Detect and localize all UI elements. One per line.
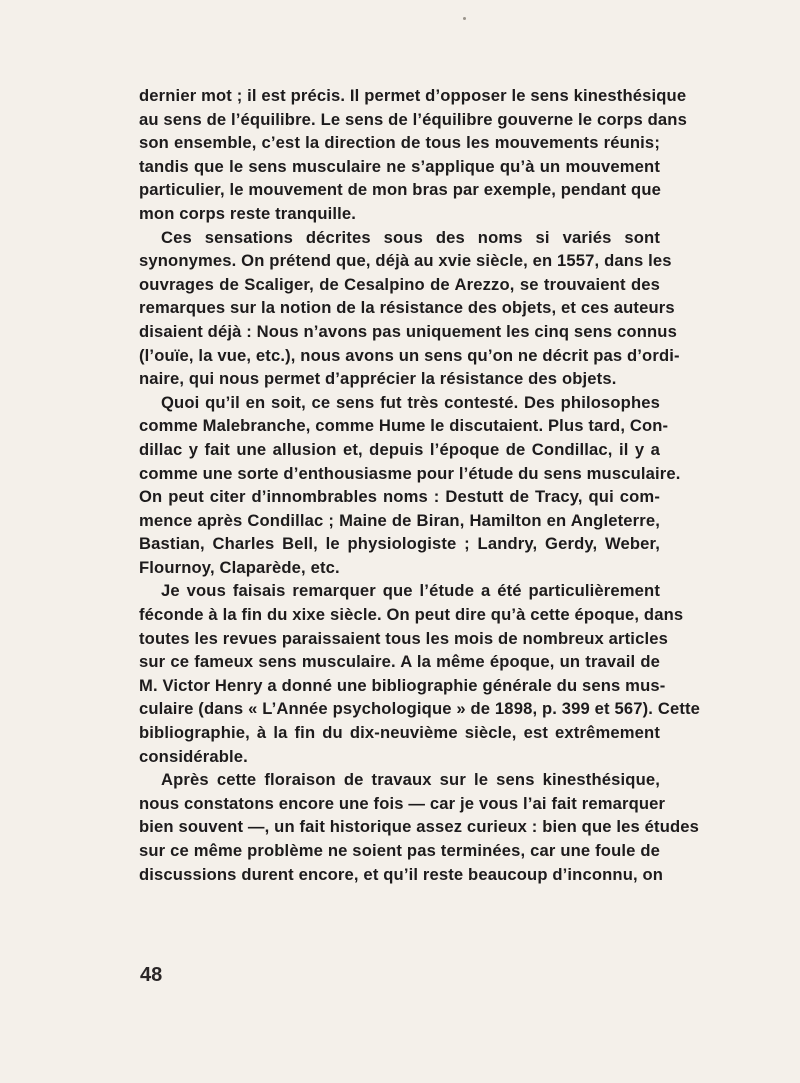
text-line: Après cette floraison de travaux sur le sens kinesthésique,: [161, 770, 660, 790]
text-line: culaire (dans « L’Année psychologique » de 1898, p. 399 et 567). Cette: [139, 699, 701, 719]
text-line: (l’ouïe, la vue, etc.), nous avons un sens qu’on ne décrit pas d’ordi-: [139, 345, 680, 365]
text-line: bibliographie, à la fin du dix-neuvième siècle, est extrêmement: [139, 723, 660, 743]
text-line: nous constatons encore une fois — car je vous l’ai fait remarquer: [139, 793, 666, 813]
text-line: dillac y fait une allusion et, depuis l’époque de Condillac, il y a: [139, 439, 660, 459]
text-line: son ensemble, c’est la direction de tous les mouvements réunis;: [139, 133, 660, 153]
text-line: remarques sur la notion de la résistance des objets, et ces auteurs: [139, 298, 675, 318]
text-line: synonymes. On prétend que, déjà au xvie siècle, en 1557, dans les: [139, 251, 672, 271]
paper-speck: [463, 17, 466, 20]
text-line: mence après Condillac ; Maine de Biran, Hamilton en Angleterre,: [139, 510, 660, 530]
text-line: Je vous faisais remarquer que l’étude a été particulièrement: [161, 581, 660, 601]
text-line: M. Victor Henry a donné une bibliographie générale du sens mus-: [139, 675, 666, 695]
text-line: particulier, le mouvement de mon bras par exemple, pendant que: [139, 180, 662, 200]
text-line: toutes les revues paraissaient tous les mois de nombreux articles: [139, 628, 668, 648]
text-line: Flournoy, Claparède, etc.: [139, 557, 340, 577]
text-line: considérable.: [139, 746, 248, 766]
text-line: discussions durent encore, et qu’il reste beaucoup d’inconnu, on: [139, 864, 664, 884]
text-line: tandis que le sens musculaire ne s’applique qu’à un mouvement: [139, 156, 660, 176]
text-line: mon corps reste tranquille.: [139, 203, 357, 223]
page-number: 48: [140, 964, 163, 986]
text-line: ouvrages de Scaliger, de Cesalpino de Arezzo, se trouvaient des: [139, 274, 660, 294]
text-line: au sens de l’équilibre. Le sens de l’équilibre gouverne le corps dans: [139, 109, 687, 129]
body-text: [139, 84, 701, 886]
text-line: comme une sorte d’enthousiasme pour l’étude du sens musculaire.: [139, 463, 681, 483]
text-line: bien souvent —, un fait historique assez curieux : bien que les études: [139, 817, 700, 837]
text-line: Bastian, Charles Bell, le physiologiste ; Landry, Gerdy, Weber,: [139, 534, 660, 554]
text-line: On peut citer d’innombrables noms : Destutt de Tracy, qui com-: [139, 487, 660, 507]
text-line: Quoi qu’il en soit, ce sens fut très contesté. Des philosophes: [161, 392, 660, 412]
text-line: naire, qui nous permet d’apprécier la résistance des objets.: [139, 369, 617, 389]
text-line: dernier mot ; il est précis. Il permet d’opposer le sens kinesthésique: [139, 86, 687, 105]
text-line: Ces sensations décrites sous des noms si variés sont: [161, 227, 660, 247]
text-line: comme Malebranche, comme Hume le discutaient. Plus tard, Con-: [139, 416, 669, 436]
text-line: sur ce même problème ne soient pas terminées, car une foule de: [139, 841, 660, 860]
text-line: féconde à la fin du xixe siècle. On peut dire qu’à cette époque, dans: [139, 605, 684, 625]
text-line: sur ce fameux sens musculaire. A la même époque, un travail de: [139, 652, 660, 672]
text-line: disaient déjà : Nous n’avons pas uniquement les cinq sens connus: [139, 321, 677, 341]
